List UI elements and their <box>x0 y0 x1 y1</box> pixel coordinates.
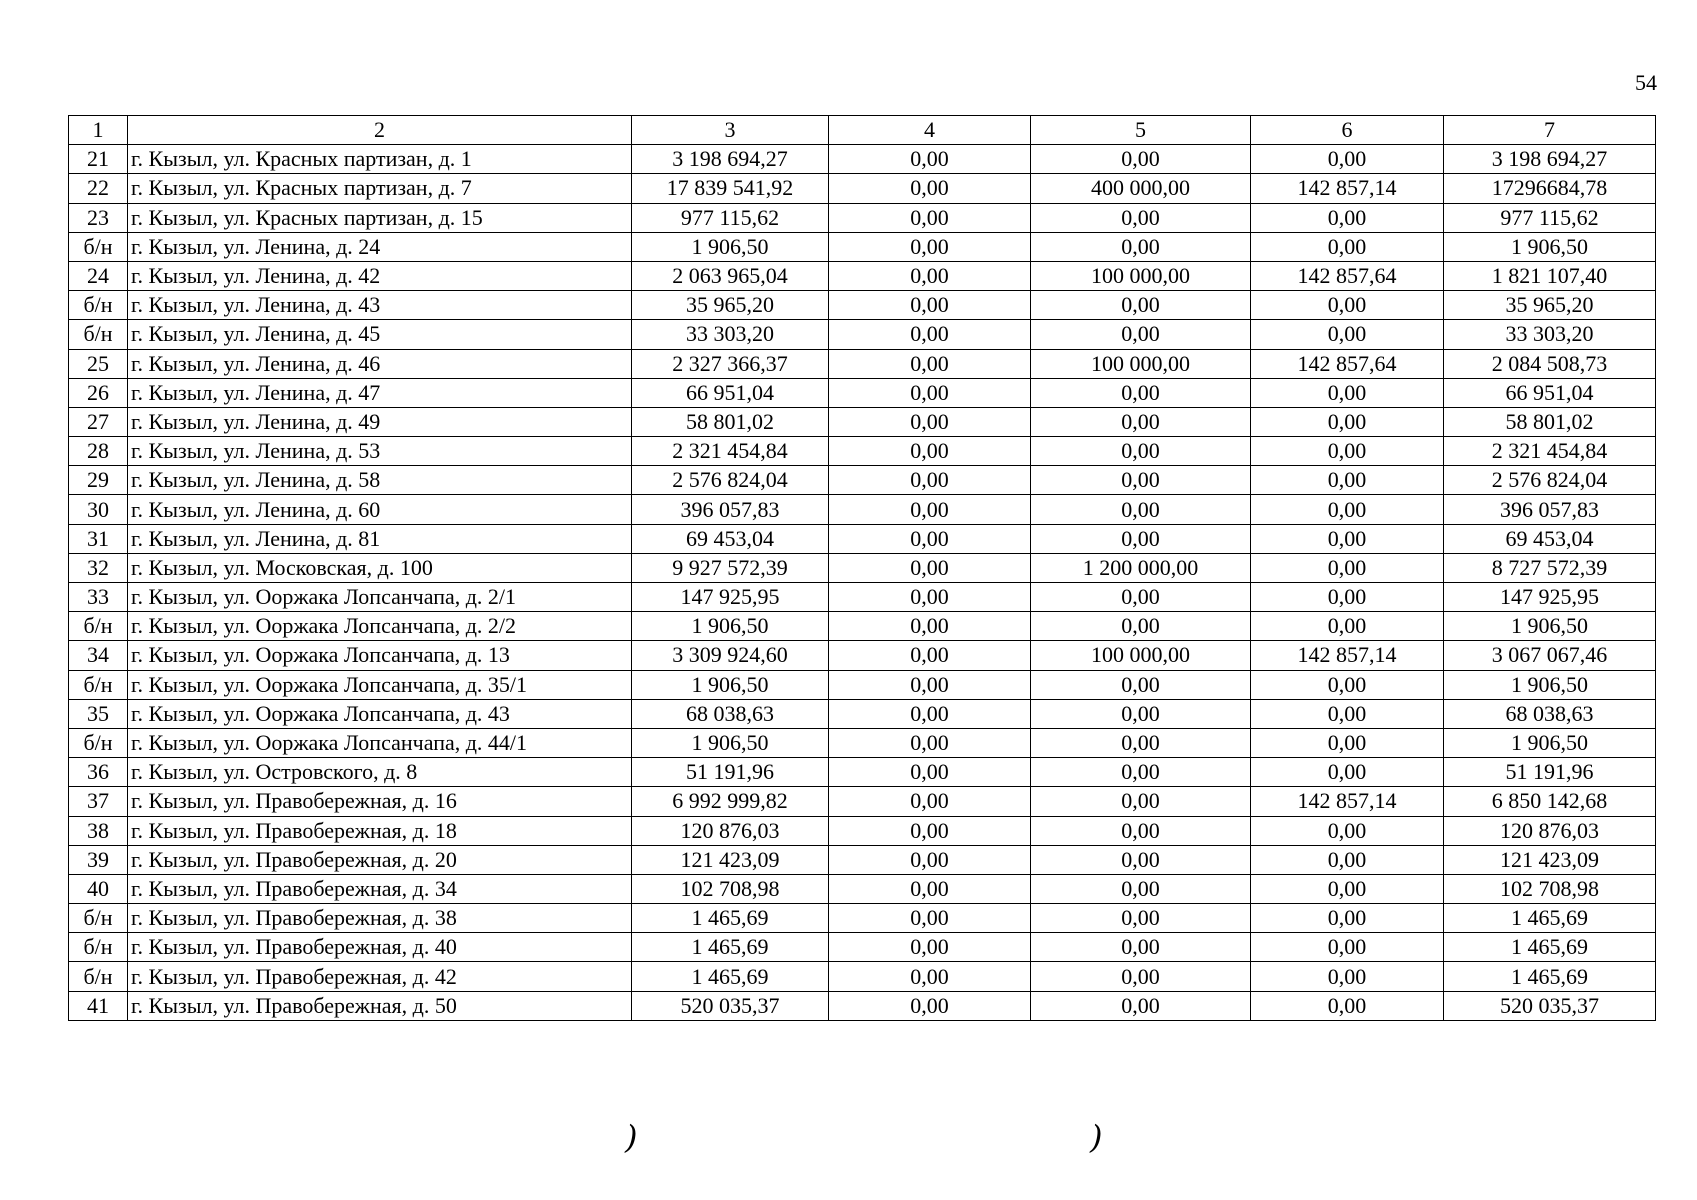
col7-cell: 1 465,69 <box>1444 904 1656 933</box>
col3-cell: 51 191,96 <box>632 758 829 787</box>
row-number-cell: 37 <box>69 787 128 816</box>
col4-cell: 0,00 <box>829 261 1031 290</box>
col3-cell: 33 303,20 <box>632 320 829 349</box>
table-row <box>69 728 1656 757</box>
col4-cell: 0,00 <box>829 816 1031 845</box>
col6-cell: 0,00 <box>1251 699 1444 728</box>
col6-cell: 0,00 <box>1251 466 1444 495</box>
col6-cell: 0,00 <box>1251 495 1444 524</box>
col5-cell: 0,00 <box>1031 145 1251 174</box>
row-number-cell: 33 <box>69 583 128 612</box>
col6-cell: 142 857,14 <box>1251 641 1444 670</box>
table-row <box>69 320 1656 349</box>
col6-cell: 0,00 <box>1251 320 1444 349</box>
col7-cell: 1 821 107,40 <box>1444 261 1656 290</box>
table-row <box>69 349 1656 378</box>
col7-cell: 6 850 142,68 <box>1444 787 1656 816</box>
address-cell: г. Кызыл, ул. Красных партизан, д. 1 <box>128 145 632 174</box>
row-number-cell: 36 <box>69 758 128 787</box>
row-number-cell: 28 <box>69 437 128 466</box>
col6-cell: 0,00 <box>1251 728 1444 757</box>
col3-cell: 102 708,98 <box>632 874 829 903</box>
address-cell: г. Кызыл, ул. Правобережная, д. 50 <box>128 991 632 1020</box>
col5-cell: 100 000,00 <box>1031 641 1251 670</box>
col4-cell: 0,00 <box>829 728 1031 757</box>
address-cell: г. Кызыл, ул. Ленина, д. 24 <box>128 232 632 261</box>
address-cell: г. Кызыл, ул. Ленина, д. 53 <box>128 437 632 466</box>
col7-cell: 8 727 572,39 <box>1444 553 1656 582</box>
col5-cell: 0,00 <box>1031 466 1251 495</box>
col5-cell: 100 000,00 <box>1031 261 1251 290</box>
col7-cell: 520 035,37 <box>1444 991 1656 1020</box>
header-cell-3: 3 <box>632 116 829 145</box>
page-number: 54 <box>1635 70 1657 95</box>
col6-cell: 0,00 <box>1251 991 1444 1020</box>
col4-cell: 0,00 <box>829 612 1031 641</box>
row-number-cell: 29 <box>69 466 128 495</box>
table-row <box>69 495 1656 524</box>
col3-cell: 1 906,50 <box>632 670 829 699</box>
table-row <box>69 933 1656 962</box>
col4-cell: 0,00 <box>829 203 1031 232</box>
address-cell: г. Кызыл, ул. Островского, д. 8 <box>128 758 632 787</box>
row-number-cell: б/н <box>69 291 128 320</box>
table-row <box>69 816 1656 845</box>
row-number-cell: 26 <box>69 378 128 407</box>
address-cell: г. Кызыл, ул. Ооржака Лопсанчапа, д. 13 <box>128 641 632 670</box>
col4-cell: 0,00 <box>829 466 1031 495</box>
col4-cell: 0,00 <box>829 145 1031 174</box>
col7-cell: 2 321 454,84 <box>1444 437 1656 466</box>
col7-cell: 147 925,95 <box>1444 583 1656 612</box>
address-cell: г. Кызыл, ул. Красных партизан, д. 15 <box>128 203 632 232</box>
col4-cell: 0,00 <box>829 553 1031 582</box>
address-cell: г. Кызыл, ул. Правобережная, д. 42 <box>128 962 632 991</box>
table-row <box>69 261 1656 290</box>
row-number-cell: 21 <box>69 145 128 174</box>
col5-cell: 0,00 <box>1031 787 1251 816</box>
col7-cell: 396 057,83 <box>1444 495 1656 524</box>
col6-cell: 0,00 <box>1251 437 1444 466</box>
table-row <box>69 437 1656 466</box>
col6-cell: 0,00 <box>1251 203 1444 232</box>
col3-cell: 121 423,09 <box>632 845 829 874</box>
address-cell: г. Кызыл, ул. Московская, д. 100 <box>128 553 632 582</box>
col6-cell: 0,00 <box>1251 524 1444 553</box>
row-number-cell: 24 <box>69 261 128 290</box>
address-cell: г. Кызыл, ул. Ленина, д. 47 <box>128 378 632 407</box>
col5-cell: 0,00 <box>1031 320 1251 349</box>
col7-cell: 66 951,04 <box>1444 378 1656 407</box>
col7-cell: 3 198 694,27 <box>1444 145 1656 174</box>
address-cell: г. Кызыл, ул. Правобережная, д. 34 <box>128 874 632 903</box>
col3-cell: 68 038,63 <box>632 699 829 728</box>
address-cell: г. Кызыл, ул. Ооржака Лопсанчапа, д. 2/2 <box>128 612 632 641</box>
table-row <box>69 466 1656 495</box>
address-cell: г. Кызыл, ул. Ленина, д. 43 <box>128 291 632 320</box>
col6-cell: 142 857,14 <box>1251 174 1444 203</box>
col3-cell: 35 965,20 <box>632 291 829 320</box>
col7-cell: 102 708,98 <box>1444 874 1656 903</box>
table-row <box>69 991 1656 1020</box>
col5-cell: 0,00 <box>1031 437 1251 466</box>
col4-cell: 0,00 <box>829 699 1031 728</box>
col5-cell: 0,00 <box>1031 991 1251 1020</box>
col3-cell: 396 057,83 <box>632 495 829 524</box>
col6-cell: 0,00 <box>1251 612 1444 641</box>
col4-cell: 0,00 <box>829 495 1031 524</box>
col7-cell: 2 576 824,04 <box>1444 466 1656 495</box>
table-row <box>69 145 1656 174</box>
col4-cell: 0,00 <box>829 291 1031 320</box>
col5-cell: 0,00 <box>1031 845 1251 874</box>
row-number-cell: 41 <box>69 991 128 1020</box>
col5-cell: 0,00 <box>1031 699 1251 728</box>
col7-cell: 121 423,09 <box>1444 845 1656 874</box>
col4-cell: 0,00 <box>829 845 1031 874</box>
col7-cell: 68 038,63 <box>1444 699 1656 728</box>
col6-cell: 142 857,14 <box>1251 787 1444 816</box>
row-number-cell: 27 <box>69 407 128 436</box>
col4-cell: 0,00 <box>829 962 1031 991</box>
address-cell: г. Кызыл, ул. Ооржака Лопсанчапа, д. 43 <box>128 699 632 728</box>
col7-cell: 33 303,20 <box>1444 320 1656 349</box>
col3-cell: 66 951,04 <box>632 378 829 407</box>
table-body <box>69 145 1656 1021</box>
col5-cell: 0,00 <box>1031 612 1251 641</box>
col6-cell: 0,00 <box>1251 816 1444 845</box>
address-cell: г. Кызыл, ул. Правобережная, д. 16 <box>128 787 632 816</box>
table-row <box>69 524 1656 553</box>
row-number-cell: 35 <box>69 699 128 728</box>
col7-cell: 1 906,50 <box>1444 612 1656 641</box>
col7-cell: 58 801,02 <box>1444 407 1656 436</box>
col5-cell: 100 000,00 <box>1031 349 1251 378</box>
col3-cell: 2 321 454,84 <box>632 437 829 466</box>
address-cell: г. Кызыл, ул. Красных партизан, д. 7 <box>128 174 632 203</box>
col7-cell: 977 115,62 <box>1444 203 1656 232</box>
col4-cell: 0,00 <box>829 933 1031 962</box>
row-number-cell: 38 <box>69 816 128 845</box>
col7-cell: 1 906,50 <box>1444 670 1656 699</box>
address-cell: г. Кызыл, ул. Правобережная, д. 20 <box>128 845 632 874</box>
col4-cell: 0,00 <box>829 378 1031 407</box>
row-number-cell: 34 <box>69 641 128 670</box>
address-cell: г. Кызыл, ул. Ооржака Лопсанчапа, д. 35/1 <box>128 670 632 699</box>
row-number-cell: 30 <box>69 495 128 524</box>
row-number-cell: б/н <box>69 670 128 699</box>
row-number-cell: б/н <box>69 904 128 933</box>
col5-cell: 0,00 <box>1031 203 1251 232</box>
table-row <box>69 758 1656 787</box>
address-cell: г. Кызыл, ул. Ленина, д. 60 <box>128 495 632 524</box>
col7-cell: 3 067 067,46 <box>1444 641 1656 670</box>
table-row <box>69 641 1656 670</box>
col6-cell: 0,00 <box>1251 758 1444 787</box>
row-number-cell: б/н <box>69 962 128 991</box>
col7-cell: 1 465,69 <box>1444 962 1656 991</box>
table-row <box>69 845 1656 874</box>
col7-cell: 17296684,78 <box>1444 174 1656 203</box>
address-cell: г. Кызыл, ул. Ленина, д. 45 <box>128 320 632 349</box>
col6-cell: 142 857,64 <box>1251 349 1444 378</box>
header-cell-6: 6 <box>1251 116 1444 145</box>
table-row <box>69 962 1656 991</box>
col5-cell: 0,00 <box>1031 232 1251 261</box>
address-cell: г. Кызыл, ул. Ленина, д. 42 <box>128 261 632 290</box>
table-row <box>69 874 1656 903</box>
row-number-cell: 25 <box>69 349 128 378</box>
table-row <box>69 203 1656 232</box>
col6-cell: 0,00 <box>1251 583 1444 612</box>
col3-cell: 3 309 924,60 <box>632 641 829 670</box>
col3-cell: 9 927 572,39 <box>632 553 829 582</box>
col5-cell: 0,00 <box>1031 904 1251 933</box>
header-row <box>69 116 1656 145</box>
header-cell-2: 2 <box>128 116 632 145</box>
col3-cell: 6 992 999,82 <box>632 787 829 816</box>
row-number-cell: 32 <box>69 553 128 582</box>
col4-cell: 0,00 <box>829 583 1031 612</box>
table-row <box>69 670 1656 699</box>
table-row <box>69 232 1656 261</box>
data-table <box>68 115 1656 1021</box>
address-cell: г. Кызыл, ул. Правобережная, д. 40 <box>128 933 632 962</box>
col7-cell: 69 453,04 <box>1444 524 1656 553</box>
col5-cell: 0,00 <box>1031 407 1251 436</box>
col3-cell: 1 465,69 <box>632 904 829 933</box>
col3-cell: 58 801,02 <box>632 407 829 436</box>
col4-cell: 0,00 <box>829 174 1031 203</box>
header-cell-5: 5 <box>1031 116 1251 145</box>
footer-mark-left: ) <box>625 1118 638 1156</box>
col3-cell: 1 906,50 <box>632 232 829 261</box>
col6-cell: 0,00 <box>1251 407 1444 436</box>
col7-cell: 1 906,50 <box>1444 232 1656 261</box>
col7-cell: 1 906,50 <box>1444 728 1656 757</box>
col4-cell: 0,00 <box>829 320 1031 349</box>
row-number-cell: б/н <box>69 612 128 641</box>
address-cell: г. Кызыл, ул. Ленина, д. 46 <box>128 349 632 378</box>
col6-cell: 0,00 <box>1251 845 1444 874</box>
col6-cell: 0,00 <box>1251 904 1444 933</box>
col6-cell: 0,00 <box>1251 962 1444 991</box>
table-row <box>69 378 1656 407</box>
table-row <box>69 174 1656 203</box>
col6-cell: 142 857,64 <box>1251 261 1444 290</box>
col4-cell: 0,00 <box>829 670 1031 699</box>
col3-cell: 977 115,62 <box>632 203 829 232</box>
row-number-cell: б/н <box>69 232 128 261</box>
col4-cell: 0,00 <box>829 641 1031 670</box>
header-cell-7: 7 <box>1444 116 1656 145</box>
col5-cell: 0,00 <box>1031 524 1251 553</box>
col4-cell: 0,00 <box>829 232 1031 261</box>
col6-cell: 0,00 <box>1251 378 1444 407</box>
address-cell: г. Кызыл, ул. Правобережная, д. 18 <box>128 816 632 845</box>
col6-cell: 0,00 <box>1251 145 1444 174</box>
footer-mark-right: ) <box>1090 1118 1103 1156</box>
address-cell: г. Кызыл, ул. Ооржака Лопсанчапа, д. 2/1 <box>128 583 632 612</box>
header-cell-1: 1 <box>69 116 128 145</box>
col7-cell: 1 465,69 <box>1444 933 1656 962</box>
address-cell: г. Кызыл, ул. Ленина, д. 58 <box>128 466 632 495</box>
col4-cell: 0,00 <box>829 407 1031 436</box>
col4-cell: 0,00 <box>829 349 1031 378</box>
col6-cell: 0,00 <box>1251 553 1444 582</box>
table-row <box>69 291 1656 320</box>
col6-cell: 0,00 <box>1251 291 1444 320</box>
col7-cell: 120 876,03 <box>1444 816 1656 845</box>
col3-cell: 1 906,50 <box>632 612 829 641</box>
col5-cell: 0,00 <box>1031 933 1251 962</box>
row-number-cell: 39 <box>69 845 128 874</box>
col5-cell: 0,00 <box>1031 728 1251 757</box>
col5-cell: 400 000,00 <box>1031 174 1251 203</box>
col3-cell: 1 906,50 <box>632 728 829 757</box>
row-number-cell: 23 <box>69 203 128 232</box>
col4-cell: 0,00 <box>829 758 1031 787</box>
table-row <box>69 583 1656 612</box>
row-number-cell: 31 <box>69 524 128 553</box>
col3-cell: 1 465,69 <box>632 962 829 991</box>
address-cell: г. Кызыл, ул. Правобережная, д. 38 <box>128 904 632 933</box>
col3-cell: 120 876,03 <box>632 816 829 845</box>
table-row <box>69 612 1656 641</box>
col4-cell: 0,00 <box>829 904 1031 933</box>
table-row <box>69 787 1656 816</box>
col6-cell: 0,00 <box>1251 874 1444 903</box>
header-cell-4: 4 <box>829 116 1031 145</box>
col7-cell: 51 191,96 <box>1444 758 1656 787</box>
col3-cell: 17 839 541,92 <box>632 174 829 203</box>
col5-cell: 0,00 <box>1031 378 1251 407</box>
col6-cell: 0,00 <box>1251 933 1444 962</box>
col5-cell: 0,00 <box>1031 816 1251 845</box>
col4-cell: 0,00 <box>829 524 1031 553</box>
col7-cell: 2 084 508,73 <box>1444 349 1656 378</box>
row-number-cell: б/н <box>69 320 128 349</box>
col5-cell: 0,00 <box>1031 583 1251 612</box>
col5-cell: 1 200 000,00 <box>1031 553 1251 582</box>
address-cell: г. Кызыл, ул. Ленина, д. 49 <box>128 407 632 436</box>
col3-cell: 520 035,37 <box>632 991 829 1020</box>
address-cell: г. Кызыл, ул. Ооржака Лопсанчапа, д. 44/1 <box>128 728 632 757</box>
col5-cell: 0,00 <box>1031 670 1251 699</box>
table-row <box>69 699 1656 728</box>
table-row <box>69 407 1656 436</box>
col3-cell: 147 925,95 <box>632 583 829 612</box>
col6-cell: 0,00 <box>1251 232 1444 261</box>
col5-cell: 0,00 <box>1031 962 1251 991</box>
col3-cell: 2 063 965,04 <box>632 261 829 290</box>
row-number-cell: б/н <box>69 933 128 962</box>
col6-cell: 0,00 <box>1251 670 1444 699</box>
col3-cell: 69 453,04 <box>632 524 829 553</box>
col4-cell: 0,00 <box>829 874 1031 903</box>
col5-cell: 0,00 <box>1031 291 1251 320</box>
col3-cell: 3 198 694,27 <box>632 145 829 174</box>
address-cell: г. Кызыл, ул. Ленина, д. 81 <box>128 524 632 553</box>
row-number-cell: б/н <box>69 728 128 757</box>
table-row <box>69 904 1656 933</box>
col7-cell: 35 965,20 <box>1444 291 1656 320</box>
row-number-cell: 40 <box>69 874 128 903</box>
table-row <box>69 553 1656 582</box>
col3-cell: 2 327 366,37 <box>632 349 829 378</box>
col5-cell: 0,00 <box>1031 874 1251 903</box>
col4-cell: 0,00 <box>829 991 1031 1020</box>
col4-cell: 0,00 <box>829 787 1031 816</box>
col5-cell: 0,00 <box>1031 758 1251 787</box>
col3-cell: 2 576 824,04 <box>632 466 829 495</box>
col4-cell: 0,00 <box>829 437 1031 466</box>
col3-cell: 1 465,69 <box>632 933 829 962</box>
col5-cell: 0,00 <box>1031 495 1251 524</box>
row-number-cell: 22 <box>69 174 128 203</box>
